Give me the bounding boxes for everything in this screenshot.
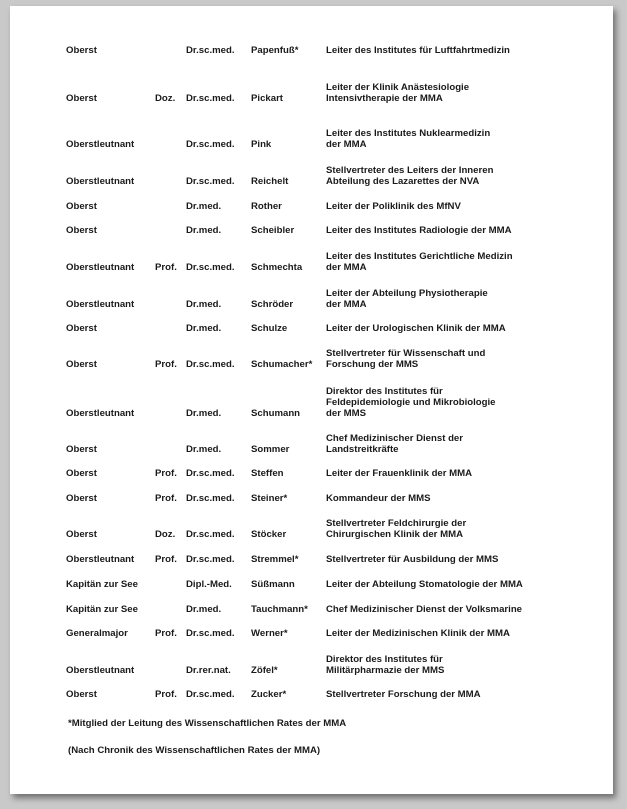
degree-cell: Dr.rer.nat. (186, 665, 231, 676)
title-cell: Prof. (155, 689, 177, 700)
position-cell: Leiter der Abteilung Physiotherapie der MMA (326, 288, 488, 310)
table-row (10, 196, 613, 236)
rank-cell: Oberstleutnant (66, 299, 135, 310)
asterisk-footnote: *Mitglied der Leitung des Wissenschaftlichen Rates der MMA (68, 718, 347, 729)
name-cell: Schulze (251, 323, 288, 334)
table-row (10, 464, 613, 504)
document-page (10, 6, 613, 794)
name-cell: Schmechta (251, 262, 303, 273)
degree-cell: Dr.med. (186, 323, 222, 334)
degree-cell: Dr.sc.med. (186, 139, 235, 150)
position-cell: Leiter der Poliklinik des MfNV (326, 201, 461, 212)
name-cell: Schumacher* (251, 359, 313, 370)
rank-cell: Generalmajor (66, 628, 128, 639)
rank-cell: Kapitän zur See (66, 604, 138, 615)
table-row (10, 64, 613, 104)
degree-cell: Dr.med. (186, 225, 222, 236)
name-cell: Schröder (251, 299, 294, 310)
rank-cell: Oberst (66, 689, 97, 700)
rank-cell: Oberstleutnant (66, 139, 135, 150)
degree-cell: Dr.sc.med. (186, 529, 235, 540)
position-cell: Stellvertreter des Leiters der Inneren Abteilung des Lazarettes der NVA (326, 165, 494, 187)
position-cell: Direktor des Institutes für Militärpharmazie der MMS (326, 654, 445, 676)
rank-cell: Oberstleutnant (66, 262, 135, 273)
degree-cell: Dr.med. (186, 201, 222, 212)
degree-cell: Dr.sc.med. (186, 359, 235, 370)
degree-cell: Dr.sc.med. (186, 689, 235, 700)
position-cell: Leiter des Institutes Radiologie der MMA (326, 225, 512, 236)
position-cell: Kommandeur der MMS (326, 493, 431, 504)
table-row (10, 599, 613, 639)
position-cell: Chef Medizinischer Dienst der Landstreitkräfte (326, 433, 464, 455)
position-cell: Stellvertreter für Ausbildung der MMS (326, 554, 499, 565)
degree-cell: Dr.med. (186, 408, 222, 419)
name-cell: Stremmel* (251, 554, 299, 565)
degree-cell: Dr.med. (186, 604, 222, 615)
name-cell: Papenfuß* (251, 45, 299, 56)
rank-cell: Oberst (66, 45, 97, 56)
degree-cell: Dr.sc.med. (186, 176, 235, 187)
degree-cell: Dr.sc.med. (186, 468, 235, 479)
position-cell: Leiter der Abteilung Stomatologie der MMA (326, 579, 523, 590)
title-cell: Doz. (155, 93, 176, 104)
title-cell: Prof. (155, 493, 177, 504)
table-row (10, 294, 613, 334)
name-cell: Stöcker (251, 529, 287, 540)
degree-cell: Dr.sc.med. (186, 628, 235, 639)
name-cell: Zucker* (251, 689, 287, 700)
position-cell: Leiter des Institutes für Luftfahrtmedizin (326, 45, 510, 56)
name-cell: Reichelt (251, 176, 289, 187)
position-cell: Leiter der Frauenklinik der MMA (326, 468, 473, 479)
degree-cell: Dr.sc.med. (186, 262, 235, 273)
degree-cell: Dipl.-Med. (186, 579, 232, 590)
position-cell: Chef Medizinischer Dienst der Volksmarine (326, 604, 523, 615)
rank-cell: Oberst (66, 323, 97, 334)
degree-cell: Dr.sc.med. (186, 554, 235, 565)
rank-cell: Oberstleutnant (66, 665, 135, 676)
rank-cell: Oberst (66, 225, 97, 236)
rank-cell: Oberst (66, 201, 97, 212)
rank-cell: Kapitän zur See (66, 579, 138, 590)
degree-cell: Dr.sc.med. (186, 93, 235, 104)
table-row (10, 660, 613, 700)
position-cell: Leiter der Klinik Anästesiologie Intensivtherapie der MMA (326, 82, 470, 104)
table-row (10, 379, 613, 419)
title-cell: Prof. (155, 554, 177, 565)
rank-cell: Oberst (66, 468, 97, 479)
position-cell: Leiter des Institutes Nuklearmedizin der MMA (326, 128, 491, 150)
name-cell: Pickart (251, 93, 283, 104)
title-cell: Prof. (155, 468, 177, 479)
position-cell: Direktor des Institutes für Feldepidemiologie und Mikrobiologie der MMS (326, 386, 496, 419)
name-cell: Sommer (251, 444, 290, 455)
name-cell: Rother (251, 201, 282, 212)
table-row (10, 330, 613, 370)
rank-cell: Oberst (66, 359, 97, 370)
rank-cell: Oberst (66, 529, 97, 540)
position-cell: Stellvertreter für Wissenschaft und Forschung der MMS (326, 348, 486, 370)
name-cell: Steiner* (251, 493, 288, 504)
degree-cell: Dr.sc.med. (186, 493, 235, 504)
degree-cell: Dr.sc.med. (186, 45, 235, 56)
rank-cell: Oberstleutnant (66, 554, 135, 565)
rank-cell: Oberst (66, 444, 97, 455)
rank-cell: Oberst (66, 493, 97, 504)
name-cell: Steffen (251, 468, 284, 479)
position-cell: Stellvertreter Forschung der MMA (326, 689, 481, 700)
table-row (10, 233, 613, 273)
position-cell: Leiter der Medizinischen Klinik der MMA (326, 628, 510, 639)
name-cell: Scheibler (251, 225, 295, 236)
title-cell: Prof. (155, 262, 177, 273)
position-cell: Leiter der Urologischen Klinik der MMA (326, 323, 506, 334)
rank-cell: Oberstleutnant (66, 408, 135, 419)
name-cell: Pink (251, 139, 272, 150)
rank-cell: Oberst (66, 93, 97, 104)
name-cell: Werner* (251, 628, 288, 639)
name-cell: Tauchmann* (251, 604, 308, 615)
position-cell: Stellvertreter Feldchirurgie der Chirurgischen Klinik der MMA (326, 518, 467, 540)
title-cell: Prof. (155, 628, 177, 639)
position-cell: Leiter des Institutes Gerichtliche Medizin der MMA (326, 251, 513, 273)
title-cell: Doz. (155, 529, 176, 540)
degree-cell: Dr.med. (186, 444, 222, 455)
table-row (10, 16, 613, 56)
degree-cell: Dr.med. (186, 299, 222, 310)
table-row (10, 110, 613, 150)
name-cell: Zöfel* (251, 665, 278, 676)
rank-cell: Oberstleutnant (66, 176, 135, 187)
title-cell: Prof. (155, 359, 177, 370)
source-footnote: (Nach Chronik des Wissenschaftlichen Rates der MMA) (68, 745, 321, 756)
name-cell: Süßmann (251, 579, 295, 590)
name-cell: Schumann (251, 408, 301, 419)
